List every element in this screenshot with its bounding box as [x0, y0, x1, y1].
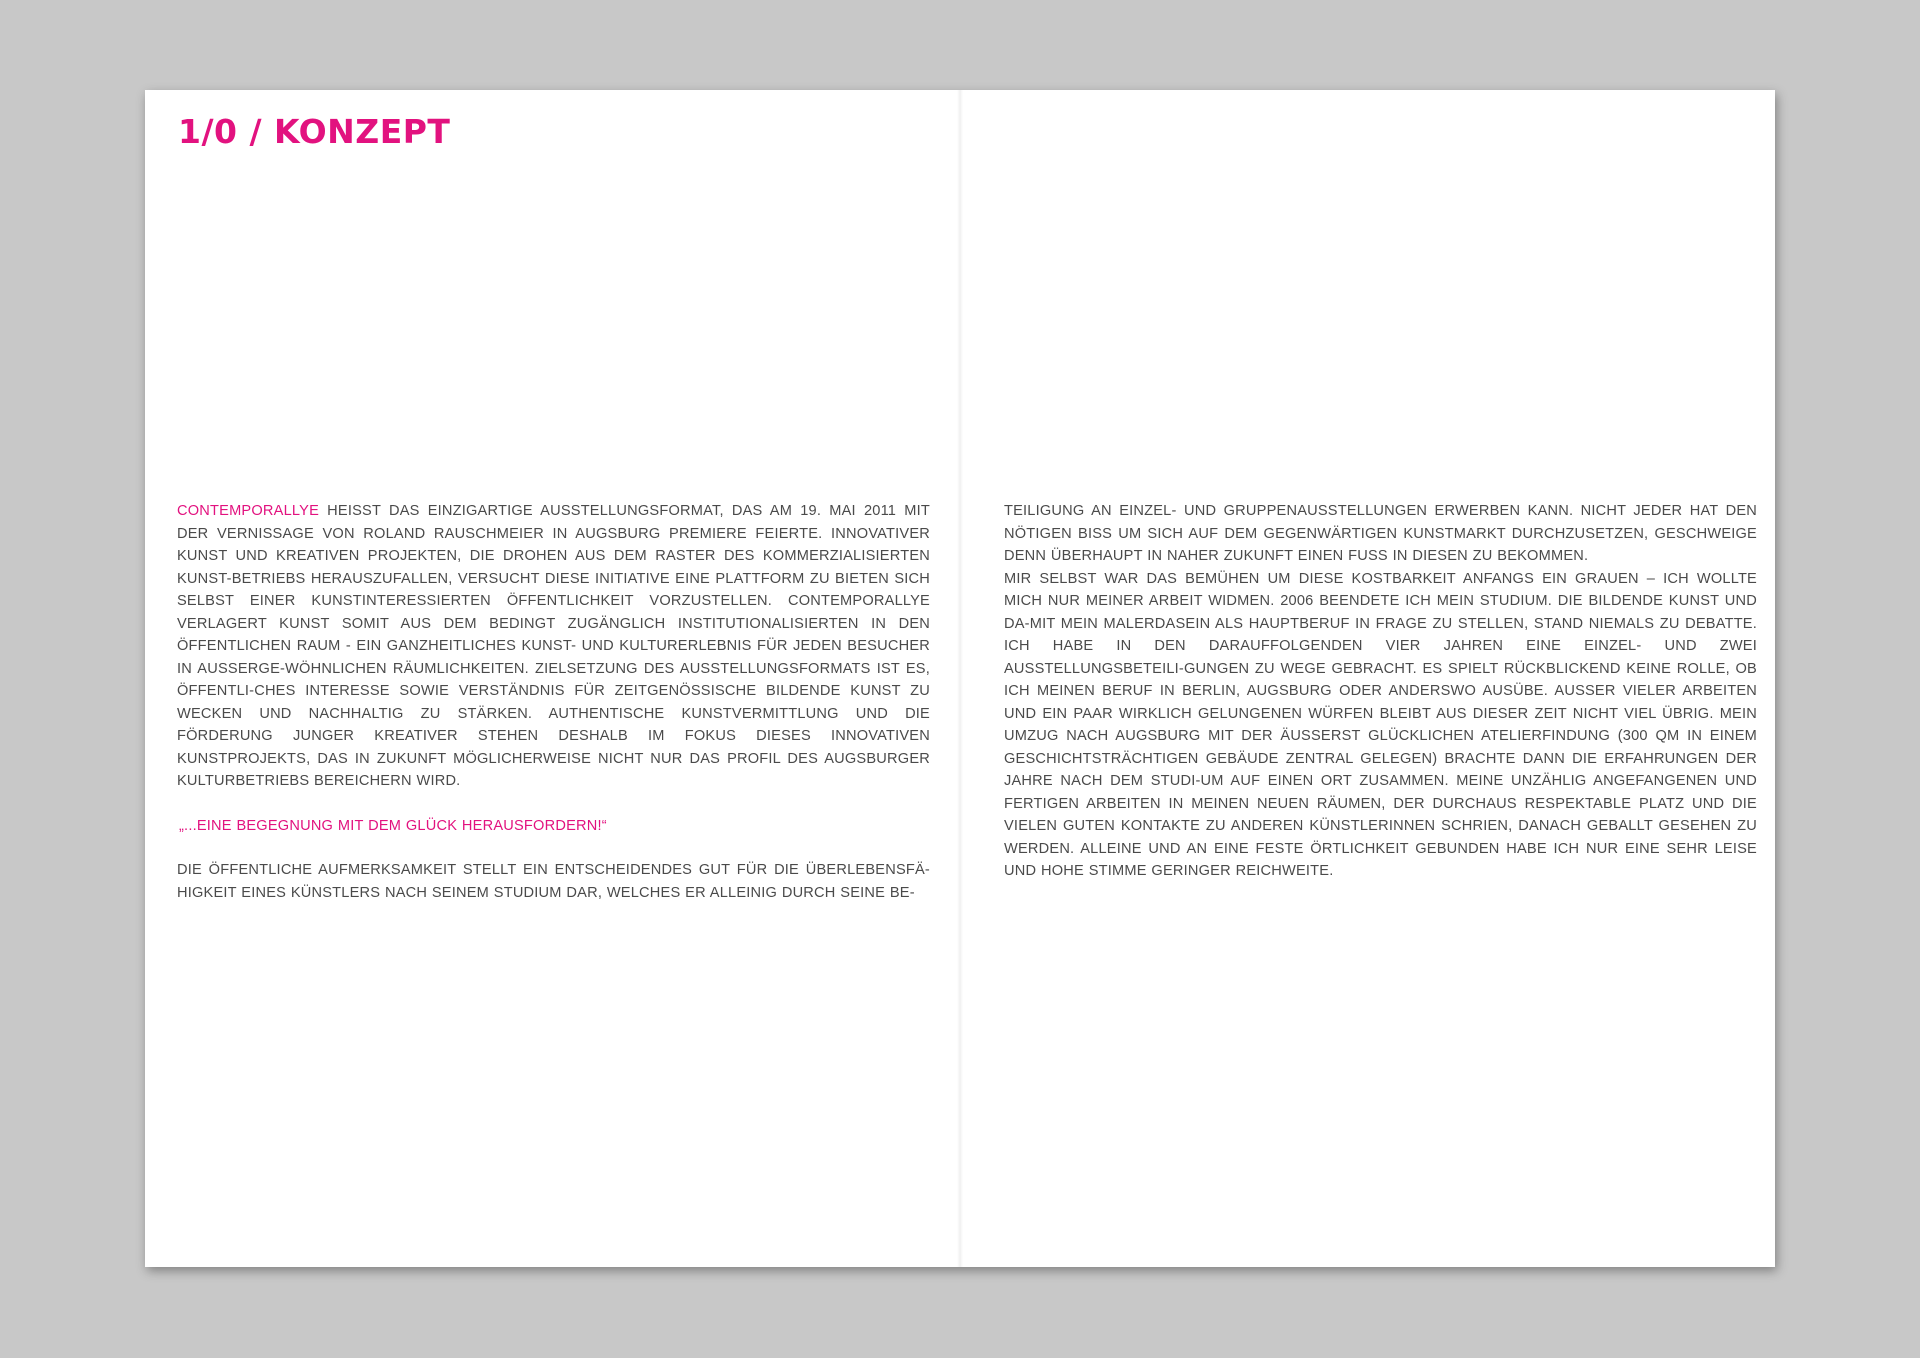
right-paragraph-2: MIR SELBST WAR DAS BEMÜHEN UM DIESE KOSTBARKEIT ANFANGS EIN GRAUEN – ICH WOLLTE MICH NUR MEINER ARBEIT WIDMEN. 2006 BEENDETE ICH MEIN STUDIUM. DIE BILDENDE KUNST UND DA-MIT MEIN MALERDASEIN ALS HAUPTBERUF IN FRAGE ZU STELLEN, STAND NIEMALS ZU DEBATTE. ICH HABE IN DEN DARAUFFOLGENDEN VIER JAHREN EINE EINZEL- UND ZWEI AUSSTELLUNGSBETEILI-GUNGEN ZU WEGE GEBRACHT. ES SPIELT RÜCKBLICKEND KEINE ROLLE, OB ICH MEINEN BERUF IN BERLIN, AUGSBURG ODER ANDERSWO AUSÜBE. AUSSER VIELER ARBEITEN UND EIN PAAR WIRKLICH GELUNGENEN WÜRFEN BLEIBT AUS DIESER ZEIT NICHT VIEL ÜBRIG. MEIN UMZUG NACH AUGSBURG MIT DER ÄUSSERST GLÜCKLICHEN ATELIERFINDUNG (300 QM IN EINEM GESCHICHTSTRÄCHTIGEN GEBÄUDE ZENTRAL GELEGEN) BRACHTE DANN DIE ERFAHRUNGEN DER JAHRE NACH DEM STUDI-UM AUF EINEN ORT ZUSAMMEN. MEINE UNZÄHLIG ANGEFANGENEN UND FERTIGEN ARBEITEN IN MEINEN NEUEN RÄUMEN, DER DURCHAUS RESPEKTABLE PLATZ UND DIE VIELEN GUTEN KONTAKTE ZU ANDEREN KÜNSTLERINNEN SCHRIEN, DANACH GEBALLT GESEHEN ZU WERDEN. ALLEINE UND AN EINE FESTE ÖRTLICHKEIT GEBUNDEN HABE ICH NUR EINE SEHR LEISE UND HOHE STIMME GERINGER REICHWEITE. [1004, 570, 1757, 879]
intro-accent-word: CONTEMPORALLYE [177, 503, 320, 519]
intro-text: HEISST DAS EINZIGARTIGE AUSSTELLUNGSFORMAT, DAS AM 19. MAI 2011 MIT DER VERNISSAGE VON ROLAND RAUSCHMEIER IN AUGSBURG PREMIERE FEIERTE. INNOVATIVER KUNST UND KREATIVEN PROJEKTEN, DIE DROHEN AUS DEM RASTER DES KOMMERZIALISIERTEN KUNST-BETRIEBS HERAUSZUFALLEN, VERSUCHT DIESE INITIATIVE EINE PLATTFORM ZU BIETEN SICH SELBST EINER KUNSTINTERESSIERTEN ÖFFENTLICHKEIT VORZUSTELLEN. CONTEMPORALLYE VERLAGERT KUNST SOMIT AUS DEM BEDINGT ZUGÄNGLICH INSTITUTIONALISIERTEN IN DEN ÖFFENTLICHEN RAUM - EIN GANZHEITLICHES KUNST- UND KULTURERLEBNIS FÜR JEDEN BESUCHER IN AUSSERGE-WÖHNLICHEN RÄUMLICHKEITEN. ZIELSETZUNG DES AUSSTELLUNGSFORMATS IST ES, ÖFFENTLI-CHES INTERESSE SOWIE VERSTÄNDNIS FÜR ZEITGENÖSSISCHE BILDENDE KUNST ZU WECKEN UND NACHHALTIG ZU STÄRKEN. AUTHENTISCHE KUNSTVERMITTLUNG UND DIE FÖRDERUNG JUNGER KREATIVER STEHEN DESHALB IM FOKUS DIESES INNOVATIVEN KUNSTPROJEKTS, DAS IN ZUKUNFT MÖGLICHERWEISE NICHT NUR DAS PROFIL DES AUGSBURGER KULTURBETRIEBS BEREICHERN WIRD. [177, 503, 930, 789]
right-text-column [1004, 500, 1757, 883]
left-text-column [177, 500, 930, 904]
left-page [145, 90, 960, 1267]
left-paragraph-2: DIE ÖFFENTLICHE AUFMERKSAMKEIT STELLT EIN ENTSCHEIDENDES GUT FÜR DIE ÜBERLEBENSFÄ-HIGKEIT EINES KÜNSTLERS NACH SEINEM STUDIUM DAR, WELCHES ER ALLEINIG DURCH SEINE BE- [177, 862, 930, 901]
right-paragraph-1: TEILIGUNG AN EINZEL- UND GRUPPENAUSSTELLUNGEN ERWERBEN KANN. NICHT JEDER HAT DEN NÖTIGEN BISS UM SICH AUF DEM GEGENWÄRTIGEN KUNSTMARKT DURCHZUSETZEN, GESCHWEIGE DENN ÜBERHAUPT IN NAHER ZUKUNFT EINEN FUSS IN DIESEN ZU BEKOMMEN. [1004, 503, 1757, 564]
pull-quote: „...EINE BEGEGNUNG MIT DEM GLÜCK HERAUSFORDERN!“ [179, 817, 607, 834]
book-spread [145, 90, 1775, 1267]
page-heading: 1/0 / KONZEPT [178, 112, 451, 151]
intro-paragraph [177, 500, 930, 793]
right-page [960, 90, 1775, 1267]
